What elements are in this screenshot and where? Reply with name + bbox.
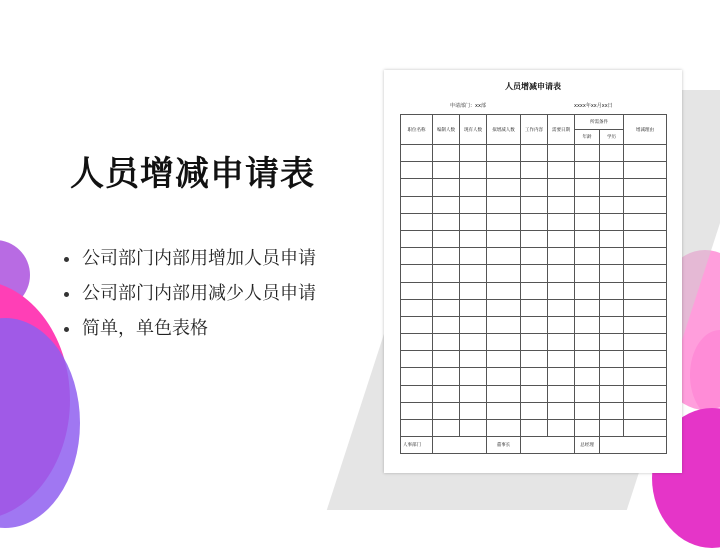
table-cell	[487, 282, 521, 299]
table-cell	[433, 230, 460, 247]
feature-item: 公司部门内部用减少人员申请	[62, 281, 316, 316]
table-row	[401, 334, 667, 351]
table-cell	[460, 265, 487, 282]
table-cell	[487, 299, 521, 316]
table-row	[401, 265, 667, 282]
table-cell	[487, 179, 521, 196]
table-cell	[575, 230, 600, 247]
table-cell	[600, 248, 624, 265]
table-cell	[521, 162, 548, 179]
table-cell	[600, 299, 624, 316]
table-cell	[575, 179, 600, 196]
header-current: 现有人数	[460, 115, 487, 145]
feature-list	[62, 246, 316, 351]
table-cell	[521, 282, 548, 299]
feature-item: 公司部门内部用增加人员申请	[62, 246, 316, 281]
table-cell	[624, 402, 667, 419]
header-education: 学历	[600, 130, 624, 145]
table-cell	[487, 402, 521, 419]
table-row	[401, 402, 667, 419]
table-cell	[487, 351, 521, 368]
table-cell	[460, 368, 487, 385]
form-title: 人员增减申请表	[505, 82, 561, 91]
table-cell	[575, 196, 600, 213]
table-row	[401, 213, 667, 230]
table-cell	[401, 420, 433, 437]
footer-hr-value	[433, 437, 487, 454]
table-cell	[600, 402, 624, 419]
table-cell	[548, 230, 575, 247]
table-row	[401, 316, 667, 333]
table-cell	[460, 162, 487, 179]
table-cell	[433, 299, 460, 316]
table-cell	[600, 420, 624, 437]
table-cell	[575, 316, 600, 333]
table-cell	[433, 265, 460, 282]
table-cell	[575, 402, 600, 419]
table-cell	[624, 334, 667, 351]
table-cell	[521, 351, 548, 368]
table-cell	[624, 162, 667, 179]
table-cell	[401, 299, 433, 316]
table-cell	[460, 351, 487, 368]
request-table	[400, 114, 667, 454]
feature-item: 简单，单色表格	[62, 316, 316, 351]
table-row	[401, 282, 667, 299]
table-cell	[600, 213, 624, 230]
table-cell	[575, 265, 600, 282]
table-cell	[575, 368, 600, 385]
table-cell	[460, 316, 487, 333]
table-cell	[401, 316, 433, 333]
table-cell	[548, 265, 575, 282]
table-cell	[521, 265, 548, 282]
table-cell	[600, 316, 624, 333]
table-cell	[521, 248, 548, 265]
table-cell	[487, 334, 521, 351]
table-cell	[460, 334, 487, 351]
table-row	[401, 248, 667, 265]
table-cell	[600, 265, 624, 282]
table-cell	[575, 420, 600, 437]
table-cell	[401, 282, 433, 299]
table-cell	[487, 230, 521, 247]
table-row	[401, 420, 667, 437]
table-cell	[433, 162, 460, 179]
table-cell	[600, 368, 624, 385]
table-cell	[624, 420, 667, 437]
table-cell	[401, 402, 433, 419]
table-cell	[460, 196, 487, 213]
table-row	[401, 179, 667, 196]
table-cell	[624, 248, 667, 265]
table-cell	[600, 145, 624, 162]
table-cell	[460, 230, 487, 247]
table-cell	[521, 230, 548, 247]
table-cell	[521, 145, 548, 162]
table-cell	[433, 334, 460, 351]
table-cell	[548, 334, 575, 351]
table-cell	[487, 196, 521, 213]
table-cell	[548, 248, 575, 265]
table-cell	[575, 385, 600, 402]
table-cell	[460, 299, 487, 316]
table-cell	[521, 213, 548, 230]
table-cell	[433, 179, 460, 196]
header-quota: 编制人数	[433, 115, 460, 145]
table-cell	[548, 282, 575, 299]
table-cell	[460, 248, 487, 265]
table-cell	[460, 282, 487, 299]
header-needed-date: 需要日期	[548, 115, 575, 145]
table-cell	[521, 420, 548, 437]
slide-title: 人员增减申请表	[70, 154, 315, 194]
table-cell	[575, 213, 600, 230]
table-cell	[460, 213, 487, 230]
table-cell	[401, 334, 433, 351]
table-cell	[487, 213, 521, 230]
table-cell	[487, 248, 521, 265]
table-cell	[548, 213, 575, 230]
table-cell	[521, 385, 548, 402]
table-cell	[487, 145, 521, 162]
table-cell	[548, 368, 575, 385]
table-cell	[401, 385, 433, 402]
table-cell	[624, 145, 667, 162]
table-cell	[548, 351, 575, 368]
table-cell	[624, 316, 667, 333]
header-position: 职位名称	[401, 115, 433, 145]
table-cell	[624, 213, 667, 230]
table-cell	[600, 230, 624, 247]
table-cell	[575, 299, 600, 316]
table-cell	[433, 368, 460, 385]
table-cell	[575, 351, 600, 368]
table-row	[401, 351, 667, 368]
table-cell	[401, 230, 433, 247]
table-cell	[401, 351, 433, 368]
table-cell	[624, 351, 667, 368]
table-cell	[521, 402, 548, 419]
table-cell	[401, 213, 433, 230]
table-cell	[624, 196, 667, 213]
table-cell	[548, 402, 575, 419]
header-requirements: 所需条件	[575, 115, 624, 130]
table-cell	[548, 420, 575, 437]
table-cell	[433, 351, 460, 368]
table-cell	[433, 316, 460, 333]
table-cell	[401, 145, 433, 162]
date-label: xxxx年xx月xx日	[574, 103, 613, 109]
table-cell	[487, 420, 521, 437]
table-cell	[401, 265, 433, 282]
table-row	[401, 368, 667, 385]
table-cell	[624, 230, 667, 247]
table-cell	[600, 196, 624, 213]
table-cell	[600, 282, 624, 299]
table-cell	[575, 334, 600, 351]
table-cell	[487, 385, 521, 402]
table-cell	[600, 385, 624, 402]
footer-hr: 人事部门	[401, 437, 433, 454]
table-row	[401, 299, 667, 316]
footer-gm: 总经理	[575, 437, 600, 454]
table-cell	[460, 402, 487, 419]
table-row	[401, 162, 667, 179]
table-cell	[600, 351, 624, 368]
table-cell	[433, 385, 460, 402]
table-cell	[548, 179, 575, 196]
table-cell	[600, 179, 624, 196]
table-cell	[600, 162, 624, 179]
header-reason: 增减理由	[624, 115, 667, 145]
header-age: 年龄	[575, 130, 600, 145]
table-cell	[487, 316, 521, 333]
table-cell	[548, 385, 575, 402]
footer-gm-value	[600, 437, 667, 454]
table-cell	[548, 316, 575, 333]
table-cell	[401, 196, 433, 213]
table-cell	[460, 179, 487, 196]
table-row	[401, 385, 667, 402]
table-cell	[575, 248, 600, 265]
table-cell	[575, 145, 600, 162]
header-job: 工作内容	[521, 115, 548, 145]
table-cell	[575, 282, 600, 299]
table-cell	[624, 265, 667, 282]
table-cell	[487, 368, 521, 385]
table-cell	[401, 368, 433, 385]
table-cell	[575, 162, 600, 179]
table-cell	[433, 196, 460, 213]
table-cell	[433, 248, 460, 265]
table-cell	[433, 420, 460, 437]
footer-chairman: 董事长	[487, 437, 521, 454]
table-cell	[460, 420, 487, 437]
table-cell	[600, 334, 624, 351]
table-cell	[521, 179, 548, 196]
header-change: 拟增减人数	[487, 115, 521, 145]
table-cell	[433, 282, 460, 299]
table-cell	[401, 248, 433, 265]
table-cell	[460, 385, 487, 402]
table-cell	[624, 179, 667, 196]
table-cell	[521, 316, 548, 333]
table-cell	[460, 145, 487, 162]
dept-label: 申请部门：xx部	[450, 103, 486, 109]
table-cell	[487, 265, 521, 282]
form-preview	[384, 70, 682, 473]
table-cell	[624, 299, 667, 316]
table-cell	[548, 299, 575, 316]
table-cell	[548, 145, 575, 162]
table-cell	[401, 179, 433, 196]
table-row	[401, 230, 667, 247]
table-cell	[624, 368, 667, 385]
table-cell	[521, 196, 548, 213]
table-cell	[433, 213, 460, 230]
table-cell	[521, 368, 548, 385]
table-cell	[433, 402, 460, 419]
table-cell	[487, 162, 521, 179]
table-cell	[521, 334, 548, 351]
table-cell	[624, 385, 667, 402]
footer-chairman-value	[521, 437, 575, 454]
table-row	[401, 145, 667, 162]
table-cell	[548, 196, 575, 213]
table-cell	[624, 282, 667, 299]
table-cell	[548, 162, 575, 179]
table-cell	[401, 162, 433, 179]
table-row	[401, 196, 667, 213]
table-cell	[433, 145, 460, 162]
table-cell	[521, 299, 548, 316]
